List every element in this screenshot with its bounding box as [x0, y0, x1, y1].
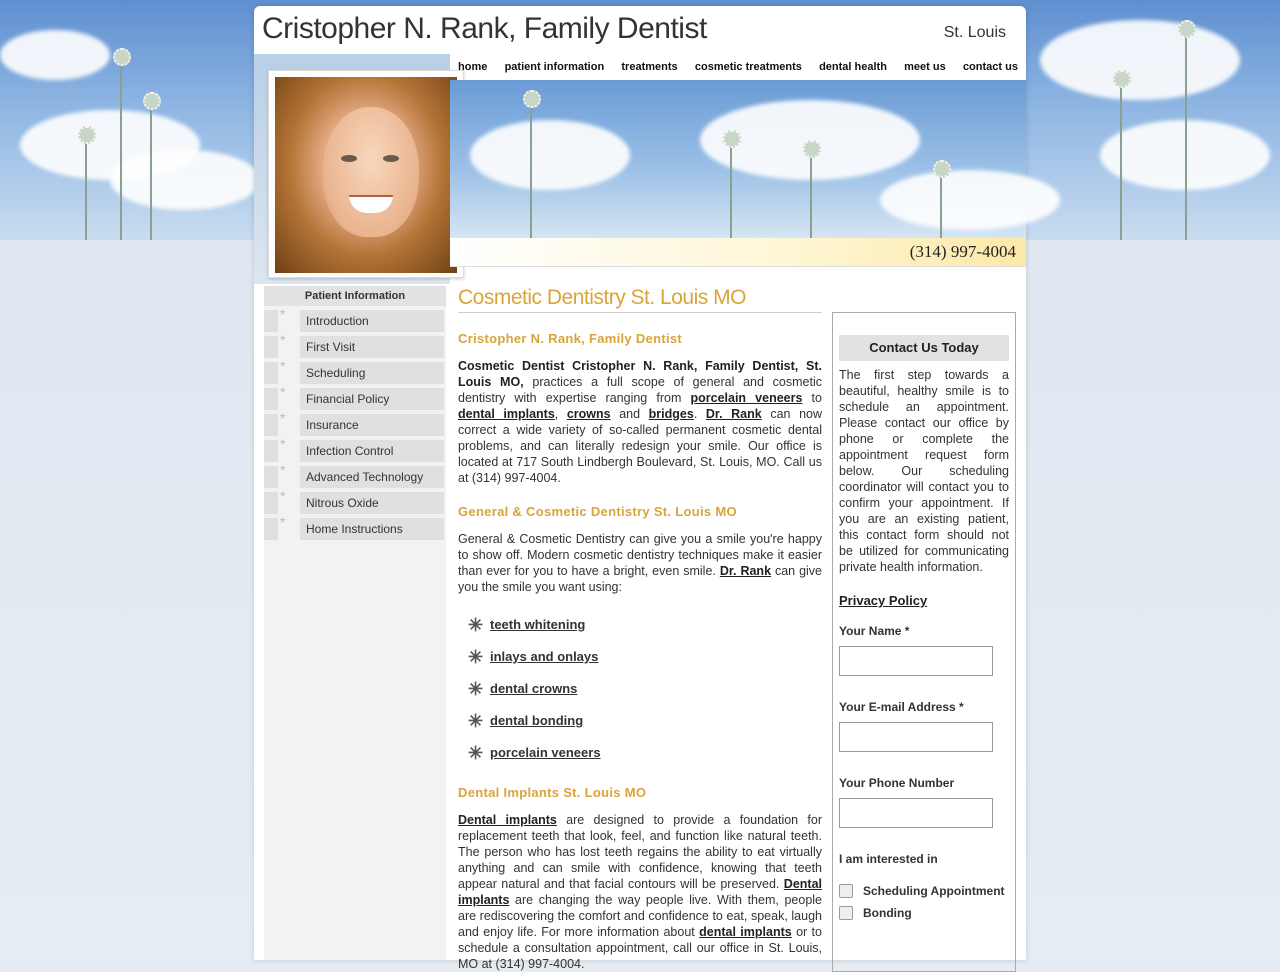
asterisk-icon: * — [280, 488, 286, 504]
asterisk-icon: ✳ — [468, 615, 484, 635]
sidebar-item-nitrous-oxide[interactable] — [264, 488, 446, 514]
sidebar-link[interactable]: Nitrous Oxide — [300, 492, 444, 514]
sidebar-bullet — [264, 388, 278, 410]
paragraph-text: are designed to provide a foundation for replacement teeth that look, feel, and function like natural teeth. The person who has lost teeth regains the ability to eat virtually anything and can smile with confidence, knowing that teeth appear natural and that facial contours will be preserved. — [458, 813, 822, 891]
sidebar — [264, 286, 446, 960]
nav-cosmetic-treatments[interactable]: cosmetic treatments — [694, 61, 802, 73]
dental-implants-link[interactable]: dental implants — [458, 407, 555, 421]
paragraph-text: practices a full scope of general and cosmetic dentistry with expertise ranging from — [458, 375, 822, 405]
sidebar-item-financial-policy[interactable] — [264, 384, 446, 410]
nav-dental-health[interactable]: dental health — [819, 61, 887, 73]
smiling-woman-photo — [275, 77, 457, 273]
paragraph-text: or to schedule a consultation appointment, call our office in St. Louis, MO at (314) 997-4004. — [458, 925, 822, 971]
paragraph-text: , — [554, 407, 567, 421]
paragraph-text: are changing the way people live. With them, people are rediscovering the comfort and confidence to eat, speak, laugh and enjoy life. For more information about — [458, 893, 822, 939]
nav-treatments[interactable]: treatments — [621, 61, 678, 73]
eye-shape — [383, 155, 399, 162]
asterisk-icon: * — [280, 306, 286, 322]
flower-stem — [1120, 80, 1122, 240]
sidebar-bullet — [264, 466, 278, 488]
sidebar-bullet — [264, 336, 278, 358]
asterisk-icon: * — [280, 332, 286, 348]
flower-icon — [933, 160, 951, 178]
asterisk-icon: * — [280, 514, 286, 530]
treatment-list — [458, 617, 822, 777]
nav-patient-information[interactable]: patient information — [504, 61, 605, 73]
phone-number[interactable]: (314) 997-4004 — [909, 242, 1016, 261]
sidebar-link[interactable]: Financial Policy — [300, 388, 444, 410]
dr-rank-link[interactable]: Dr. Rank — [719, 564, 772, 578]
section-heading: Dental Implants St. Louis MO — [458, 785, 647, 800]
flower-stem — [810, 150, 812, 240]
flower-icon — [113, 48, 131, 66]
asterisk-icon: * — [280, 462, 286, 478]
flower-icon — [1178, 20, 1196, 38]
privacy-policy-link[interactable]: Privacy Policy — [839, 593, 928, 608]
asterisk-icon: ✳ — [468, 647, 484, 667]
flower-stem — [1185, 30, 1187, 240]
paragraph-text: to — [802, 391, 822, 405]
list-item — [458, 617, 822, 649]
bridges-link[interactable]: bridges — [648, 407, 694, 421]
contact-heading: Contact Us Today — [839, 335, 1009, 361]
cloud-decoration — [110, 150, 260, 210]
phone-bar — [450, 238, 1026, 267]
sidebar-item-scheduling[interactable] — [264, 358, 446, 384]
asterisk-icon: * — [280, 384, 286, 400]
contact-form-panel — [832, 312, 1016, 972]
dr-rank-link[interactable]: Dr. Rank — [705, 407, 762, 421]
email-input[interactable] — [839, 722, 993, 752]
nav-home[interactable]: home — [458, 61, 488, 73]
header-banner — [450, 80, 1026, 240]
asterisk-icon: ✳ — [468, 679, 484, 699]
nav-meet-us[interactable]: meet us — [904, 61, 946, 73]
porcelain-veneers-link[interactable]: porcelain veneers — [690, 391, 803, 405]
list-item — [458, 681, 822, 713]
sidebar-link[interactable]: Infection Control — [300, 440, 444, 462]
flower-stem — [120, 60, 122, 240]
cosmetic-paragraph — [458, 531, 822, 595]
eye-shape — [341, 155, 357, 162]
flower-icon — [78, 126, 96, 144]
asterisk-icon: ✳ — [468, 743, 484, 763]
page-heading: Cosmetic Dentistry St. Louis MO — [458, 286, 822, 313]
option-scheduling-appointment[interactable] — [839, 884, 1009, 898]
teeth-whitening-link[interactable]: teeth whitening — [490, 617, 586, 632]
option-label: Scheduling Appointment — [863, 884, 1005, 898]
phone-input[interactable] — [839, 798, 993, 828]
phone-field-label: Your Phone Number — [839, 776, 955, 790]
page-container — [254, 6, 1026, 971]
section-heading: General & Cosmetic Dentistry St. Louis MO — [458, 504, 737, 519]
paragraph-text: . — [693, 407, 706, 421]
sidebar-link[interactable]: First Visit — [300, 336, 444, 358]
list-item — [458, 649, 822, 681]
intro-bold-text: Cosmetic Dentist Cristopher N. Rank, Family Dentist, St. Louis MO, — [458, 359, 822, 389]
porcelain-veneers-link[interactable]: porcelain veneers — [490, 745, 601, 760]
dental-crowns-link[interactable]: dental crowns — [490, 681, 578, 696]
list-item — [458, 713, 822, 745]
sidebar-bullet — [264, 362, 278, 384]
inlays-onlays-link[interactable]: inlays and onlays — [490, 649, 599, 664]
flower-stem — [530, 100, 532, 240]
asterisk-icon: * — [280, 436, 286, 452]
sidebar-bullet — [264, 492, 278, 514]
sidebar-item-first-visit[interactable] — [264, 332, 446, 358]
sidebar-bullet — [264, 518, 278, 540]
flower-icon — [803, 140, 821, 158]
sidebar-item-introduction[interactable] — [264, 306, 446, 332]
asterisk-icon: * — [280, 358, 286, 374]
sidebar-item-insurance[interactable] — [264, 410, 446, 436]
flower-stem — [730, 140, 732, 240]
dental-implants-link[interactable]: dental implants — [699, 925, 792, 939]
sidebar-link[interactable]: Home Instructions — [300, 518, 444, 540]
nav-contact-us[interactable]: contact us — [962, 61, 1018, 73]
site-title[interactable]: Cristopher N. Rank, Family Dentist — [262, 12, 707, 45]
paragraph-text: and — [610, 407, 649, 421]
sidebar-link[interactable]: Scheduling — [300, 362, 444, 384]
asterisk-icon: * — [280, 410, 286, 426]
main-content — [458, 286, 822, 972]
checkbox[interactable] — [839, 906, 853, 920]
sidebar-link[interactable]: Introduction — [300, 310, 444, 332]
sidebar-bullet — [264, 440, 278, 462]
cloud-decoration — [880, 170, 1060, 230]
checkbox[interactable] — [839, 884, 853, 898]
sidebar-title: Patient Information — [264, 286, 446, 306]
paragraph-text: can give you the smile you want using: — [458, 564, 823, 594]
sidebar-item-home-instructions[interactable] — [264, 514, 446, 540]
header-photo — [268, 70, 464, 278]
interest-label: I am interested in — [839, 852, 938, 866]
paragraph-text: can now correct a wide variety of so-called permanent cosmetic dental problems, and can literally redesign your smile. Our office is located at 717 South Lindbergh Boulevard, St. Louis, MO. Call us at (314) 997-4004. — [458, 407, 822, 485]
option-label: Bonding — [863, 906, 912, 920]
dental-implants-link[interactable]: Dental implants — [458, 813, 557, 827]
asterisk-icon: ✳ — [468, 711, 484, 731]
dental-bonding-link[interactable]: dental bonding — [490, 713, 584, 728]
flower-icon — [1113, 70, 1131, 88]
section-heading: Cristopher N. Rank, Family Dentist — [458, 331, 683, 346]
flower-stem — [940, 170, 942, 240]
face-illustration — [323, 107, 419, 237]
sidebar-link[interactable]: Advanced Technology — [300, 466, 444, 488]
flower-icon — [523, 90, 541, 108]
cloud-decoration — [1040, 20, 1240, 100]
dental-implants-link[interactable]: Dental implants — [458, 877, 822, 907]
paragraph-text: General & Cosmetic Dentistry can give you a smile you're happy to show off. Modern cosmetic dentistry techniques make it easier than ever for you to have a bright, even smile. — [458, 532, 822, 578]
main-nav — [450, 54, 1026, 80]
flower-stem — [150, 100, 152, 240]
flower-icon — [723, 130, 741, 148]
sidebar-bullet — [264, 310, 278, 332]
sidebar-item-infection-control[interactable] — [264, 436, 446, 462]
cloud-decoration — [0, 30, 110, 80]
smile-shape — [349, 195, 393, 213]
flower-icon — [143, 92, 161, 110]
name-input[interactable] — [839, 646, 993, 676]
intro-paragraph — [458, 358, 822, 486]
contact-intro-text: The first step towards a beautiful, healthy smile is to schedule an appointment. Please contact our office by phone or complete the appointment request form below. Our scheduling coordinator will contact you to confirm your appointment. If you are an existing patient, this contact form should not be utilized for communicating private health information. — [839, 368, 1009, 574]
email-field-label: Your E-mail Address * — [839, 700, 964, 714]
sidebar-item-advanced-technology[interactable] — [264, 462, 446, 488]
flower-stem — [85, 135, 87, 240]
crowns-link[interactable]: crowns — [566, 407, 611, 421]
sidebar-link[interactable]: Insurance — [300, 414, 444, 436]
city-label: St. Louis — [943, 24, 1006, 41]
implants-paragraph — [458, 812, 822, 972]
name-field-label: Your Name * — [839, 624, 910, 638]
cloud-decoration — [470, 120, 630, 190]
sidebar-bullet — [264, 414, 278, 436]
option-bonding[interactable] — [839, 906, 1009, 920]
list-item — [458, 745, 822, 777]
